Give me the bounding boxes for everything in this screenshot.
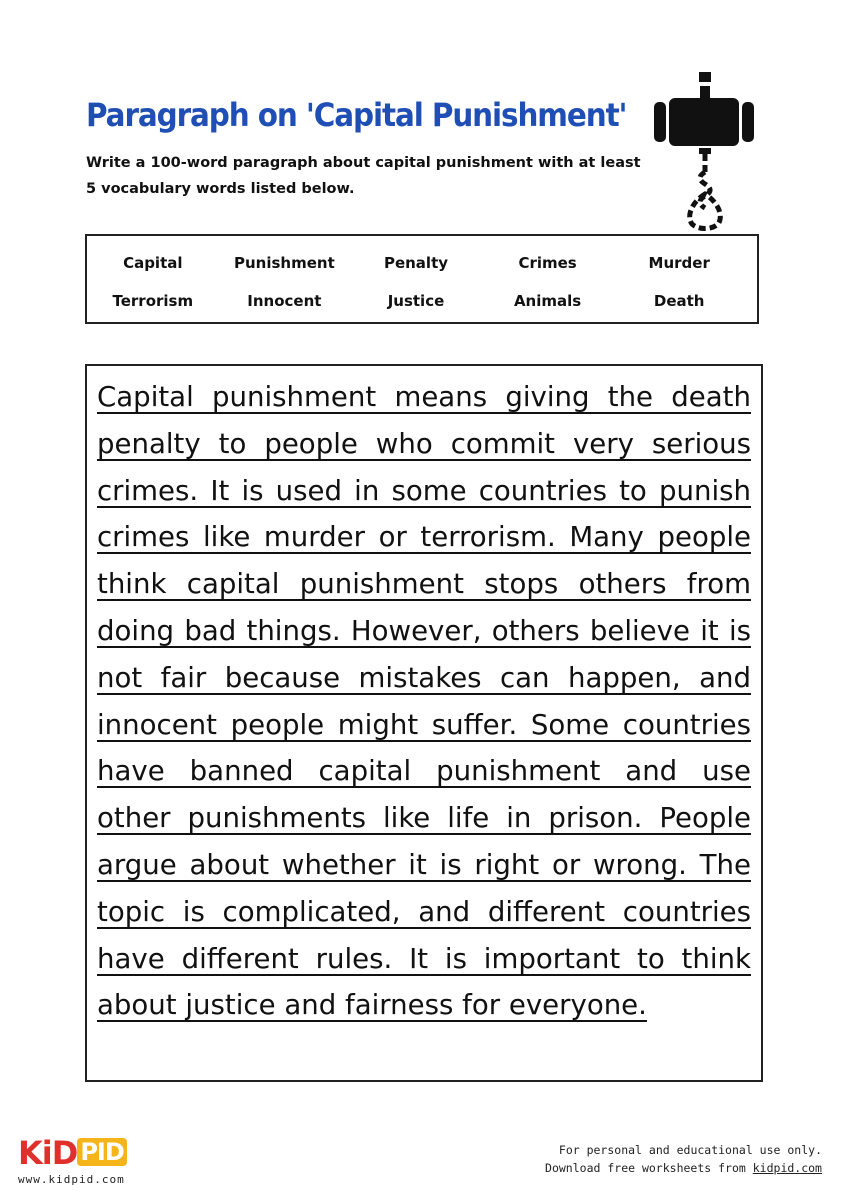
logo-right: PID — [77, 1138, 126, 1166]
vocab-word: Punishment — [234, 254, 335, 272]
vocab-word: Animals — [513, 292, 582, 310]
vocab-word: Penalty — [383, 254, 449, 272]
logo-left: KiD — [18, 1134, 78, 1172]
vocab-word: Crimes — [518, 254, 577, 272]
vocab-word: Terrorism — [112, 292, 194, 310]
footer-line-2 — [545, 1159, 822, 1177]
brand — [18, 1134, 127, 1186]
gavel-noose-icon — [648, 68, 760, 234]
instructions: Write a 100-word paragraph about capital punishment with at least 5 vocabulary words listed below. — [86, 155, 641, 197]
noose-icon — [690, 154, 721, 229]
footer-note — [545, 1141, 822, 1177]
paragraph-box — [85, 364, 763, 1082]
footer-line-1: For personal and educational use only. — [558, 1143, 822, 1157]
vocab-word: Justice — [387, 292, 445, 310]
paragraph-text: Capital punishment means giving the death penalty to people who commit very serious crimes. It is used in some countries to punish crimes like murder or terrorism. Many people think capital punishment stops others from doing bad things. However, others believe it is not fair because mistakes can happen, and innocent people might suffer. Some countries have banned capital punishment and use other punishments like life in prison. People argue about whether it is right or wrong. The topic is complicated, and different countries have different rules. It is important to think about justice and fairness for everyone. — [97, 380, 751, 1022]
vocab-word: Murder — [648, 254, 710, 272]
vocab-word: Capital — [123, 254, 183, 272]
page-title: Paragraph on 'Capital Punishment' — [86, 96, 627, 134]
gavel-icon — [654, 72, 754, 154]
vocab-word: Innocent — [247, 292, 322, 310]
vocabulary-grid — [87, 236, 757, 320]
footer-line-2-prefix: Download free worksheets from — [545, 1161, 753, 1175]
vocabulary-box — [85, 234, 759, 324]
vocab-word: Death — [653, 292, 705, 310]
brand-website: www.kidpid.com — [18, 1173, 125, 1186]
footer-link[interactable]: kidpid.com — [752, 1161, 822, 1175]
kidpid-logo — [18, 1134, 127, 1171]
